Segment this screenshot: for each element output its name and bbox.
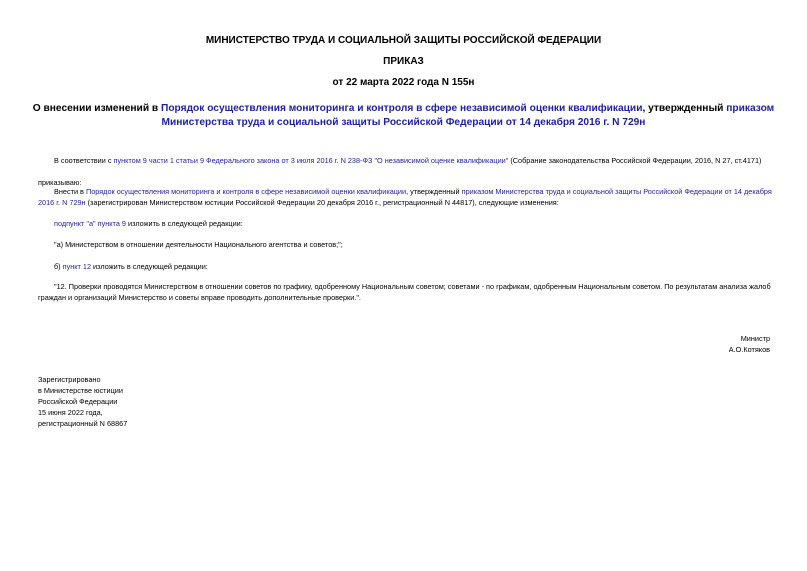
registration-line-3: Российской Федерации: [38, 397, 118, 406]
basis-link-law[interactable]: пунктом 9 части 1 статьи 9 Федерального закона от 3 июля 2016 г. N 238-ФЗ "О независимой оценке квалификации": [113, 156, 509, 165]
signature-name: А.О.Котяков: [728, 345, 770, 354]
registration-line-2: в Министерстве юстиции: [38, 386, 123, 395]
amend-link-order-part1[interactable]: приказом Министерства труда и социальной защиты Российской Федерации от 14 декабря: [461, 187, 772, 196]
registration-block: [38, 374, 127, 429]
signature-block: [729, 333, 770, 355]
order-word: приказываю:: [38, 178, 82, 187]
item-b-paragraph: [54, 261, 208, 272]
amend-middle: , утвержденный: [406, 187, 462, 196]
registration-line-1: Зарегистрировано: [38, 375, 101, 384]
registration-line-4: 15 июня 2022 года,: [38, 408, 103, 417]
document-date-number: от 22 марта 2022 года N 155н: [332, 77, 475, 88]
item-b-prefix: б): [54, 262, 63, 271]
amend-paragraph: [38, 186, 796, 208]
item-a-new-text: "а) Министерством в отношении деятельности Национального агентства и советов;";: [54, 240, 343, 249]
amend-link-order-part2[interactable]: 2016 г. N 729н: [38, 198, 86, 207]
document-subject: [30, 102, 777, 129]
basis-prefix: В соответствии с: [54, 156, 114, 165]
item-a-link-point[interactable]: пункта 9: [97, 219, 126, 228]
amend-suffix: (зарегистрирован Министерством юстиции Российской Федерации 20 декабря 2016 г., регистрационный N 44817), следующие изменения:: [85, 198, 559, 207]
item-12-line2: граждан и организаций Министерство и советы вправе проводить дополнительные проверки.".: [38, 293, 361, 302]
item-a-link-subpoint[interactable]: подпункт "а": [54, 219, 96, 228]
subject-prefix: О внесении изменений в: [32, 103, 162, 114]
registration-line-5: регистрационный N 68867: [38, 419, 128, 428]
document-type: ПРИКАЗ: [383, 56, 424, 67]
subject-link-order[interactable]: приказом Министерства труда и социальной защиты Российской Федерации от 14 декабря 2016 г. N 729н: [161, 103, 775, 128]
item-a-paragraph: [54, 218, 243, 229]
signature-position: Министр: [740, 334, 770, 343]
item-12-line1: "12. Проверки проводятся Министерством в отношении советов по графику, одобренному Национальным советом; советами - по графикам, одобренным Национальным советом. По результатам анализа жалоб: [54, 282, 771, 291]
ministry-title: МИНИСТЕРСТВО ТРУДА И СОЦИАЛЬНОЙ ЗАЩИТЫ РОССИЙСКОЙ ФЕДЕРАЦИИ: [205, 35, 602, 46]
subject-link-procedure[interactable]: Порядок осуществления мониторинга и контроля в сфере независимой оценки квалификации: [161, 103, 643, 114]
basis-suffix: (Собрание законодательства Российской Федерации, 2016, N 27, ст.4171): [508, 156, 762, 165]
item-b-link-point[interactable]: пункт 12: [62, 262, 92, 271]
item-b-suffix: изложить в следующей редакции:: [91, 262, 208, 271]
amend-link-procedure[interactable]: Порядок осуществления мониторинга и контроля в сфере независимой оценки квалификации: [85, 187, 407, 196]
subject-middle: , утвержденный: [642, 103, 727, 114]
amend-prefix: Внести в: [54, 187, 86, 196]
amend-continuation: [38, 197, 796, 208]
basis-paragraph: [54, 155, 794, 166]
item-12-new-text: [38, 281, 796, 303]
item-a-suffix: изложить в следующей редакции:: [125, 219, 243, 228]
